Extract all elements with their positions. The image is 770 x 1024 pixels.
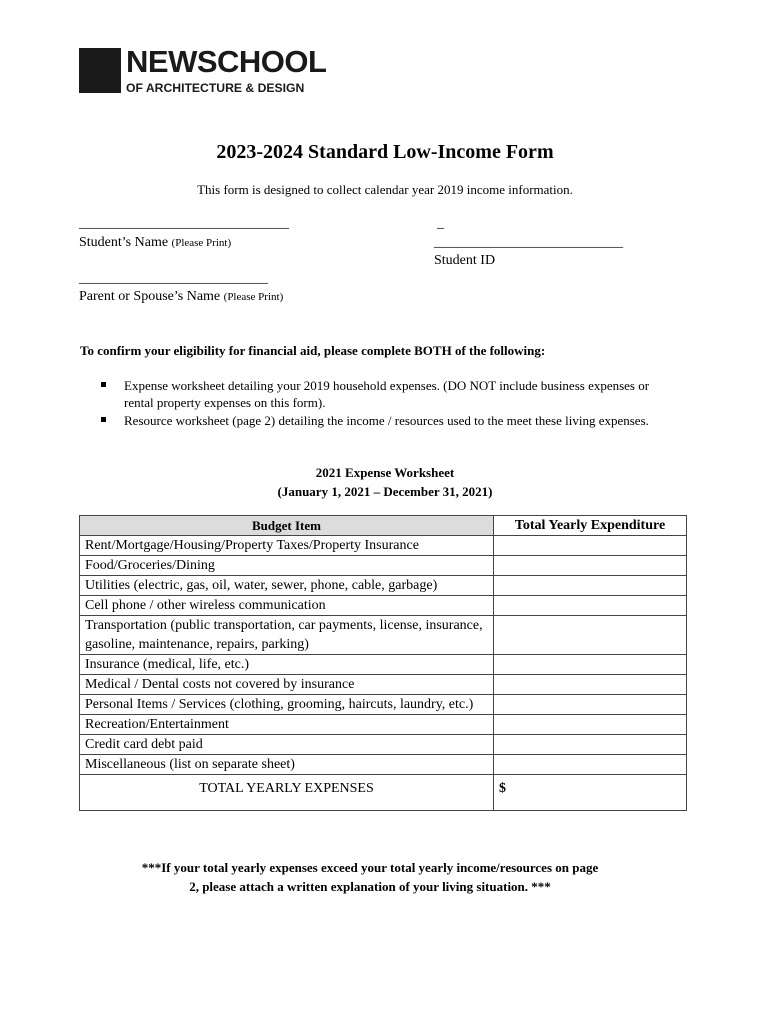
budget-item-cell: Rent/Mortgage/Housing/Property Taxes/Property Insurance <box>80 536 494 556</box>
dollar-sign: $ <box>499 781 506 796</box>
parent-name-line[interactable]: ___________________________ <box>79 271 268 286</box>
budget-item-cell: Miscellaneous (list on separate sheet) <box>80 755 494 775</box>
instructions: To confirm your eligibility for financial aid, please complete BOTH of the following: <box>80 343 546 358</box>
budget-item-cell: Recreation/Entertainment <box>80 715 494 735</box>
form-subtitle: This form is designed to collect calendar year 2019 income information. <box>197 182 573 197</box>
table-row <box>80 536 687 556</box>
budget-item-cell: Cell phone / other wireless communication <box>80 596 494 616</box>
list-item-text: Expense worksheet detailing your 2019 household expenses. (DO NOT include business expenses or rental property expenses on this form). <box>124 378 650 410</box>
budget-item-cell: Personal Items / Services (clothing, grooming, haircuts, laundry, etc.) <box>80 695 494 715</box>
student-id-label: Student ID <box>434 253 496 268</box>
budget-item-cell: Utilities (electric, gas, oil, water, sewer, phone, cable, garbage) <box>80 576 494 596</box>
table-header-row <box>80 516 687 536</box>
worksheet-range: (January 1, 2021 – December 31, 2021) <box>277 484 493 499</box>
total-row <box>80 775 687 811</box>
list-item <box>101 377 661 411</box>
bullet-icon <box>101 417 106 422</box>
logo-tagline: OF ARCHITECTURE & DESIGN <box>126 81 305 95</box>
table-row <box>80 556 687 576</box>
student-id-line[interactable]: ___________________________ <box>434 235 623 250</box>
footnote-line-2: 2, please attach a written explanation of your living situation. *** <box>189 879 551 894</box>
footnote-line-1: ***If your total yearly expenses exceed your total yearly income/resources on page <box>141 860 599 875</box>
table-row <box>80 655 687 675</box>
list-item-text: Resource worksheet (page 2) detailing the income / resources used to the meet these living expenses. <box>124 413 649 428</box>
amount-cell[interactable] <box>494 715 687 735</box>
amount-cell[interactable] <box>494 755 687 775</box>
student-id-dash: _ <box>437 216 444 231</box>
amount-cell[interactable] <box>494 536 687 556</box>
parent-name-label <box>79 289 283 305</box>
table-row <box>80 735 687 755</box>
table-row <box>80 715 687 735</box>
student-name-line[interactable]: ______________________________ <box>79 216 289 231</box>
amount-cell[interactable] <box>494 616 687 655</box>
logo-wordmark: NEWSCHOOL <box>126 44 327 79</box>
amount-cell[interactable] <box>494 675 687 695</box>
student-name-label <box>79 235 231 251</box>
amount-cell[interactable] <box>494 576 687 596</box>
student-name-label-text: Student’s Name <box>79 235 169 250</box>
list-item <box>101 412 661 429</box>
expense-table <box>79 515 687 811</box>
table-row <box>80 675 687 695</box>
column-header-budget-item: Budget Item <box>80 516 494 536</box>
table-row <box>80 755 687 775</box>
budget-item-cell: Medical / Dental costs not covered by insurance <box>80 675 494 695</box>
amount-cell[interactable] <box>494 695 687 715</box>
budget-item-cell: Credit card debt paid <box>80 735 494 755</box>
budget-item-cell: Insurance (medical, life, etc.) <box>80 655 494 675</box>
table-row <box>80 616 687 655</box>
amount-cell[interactable] <box>494 655 687 675</box>
budget-item-cell: Transportation (public transportation, car payments, license, insurance, gasoline, maintenance, repairs, parking) <box>80 616 494 655</box>
budget-item-cell: Food/Groceries/Dining <box>80 556 494 576</box>
amount-cell[interactable] <box>494 596 687 616</box>
amount-cell[interactable] <box>494 735 687 755</box>
parent-name-hint: (Please Print) <box>223 291 284 303</box>
logo-mark <box>79 48 121 93</box>
student-name-hint: (Please Print) <box>171 237 232 249</box>
total-amount-cell[interactable] <box>494 775 687 811</box>
requirements-list <box>101 377 661 430</box>
table-row <box>80 695 687 715</box>
worksheet-title: 2021 Expense Worksheet <box>315 465 455 480</box>
form-title: 2023-2024 Standard Low-Income Form <box>216 141 554 163</box>
table-row <box>80 576 687 596</box>
table-row <box>80 596 687 616</box>
worksheet-heading <box>0 463 770 501</box>
bullet-icon <box>101 382 106 387</box>
amount-cell[interactable] <box>494 556 687 576</box>
footnote <box>0 858 735 896</box>
total-label: TOTAL YEARLY EXPENSES <box>80 775 494 811</box>
column-header-total: Total Yearly Expenditure <box>494 516 687 536</box>
parent-name-label-text: Parent or Spouse’s Name <box>79 289 221 304</box>
